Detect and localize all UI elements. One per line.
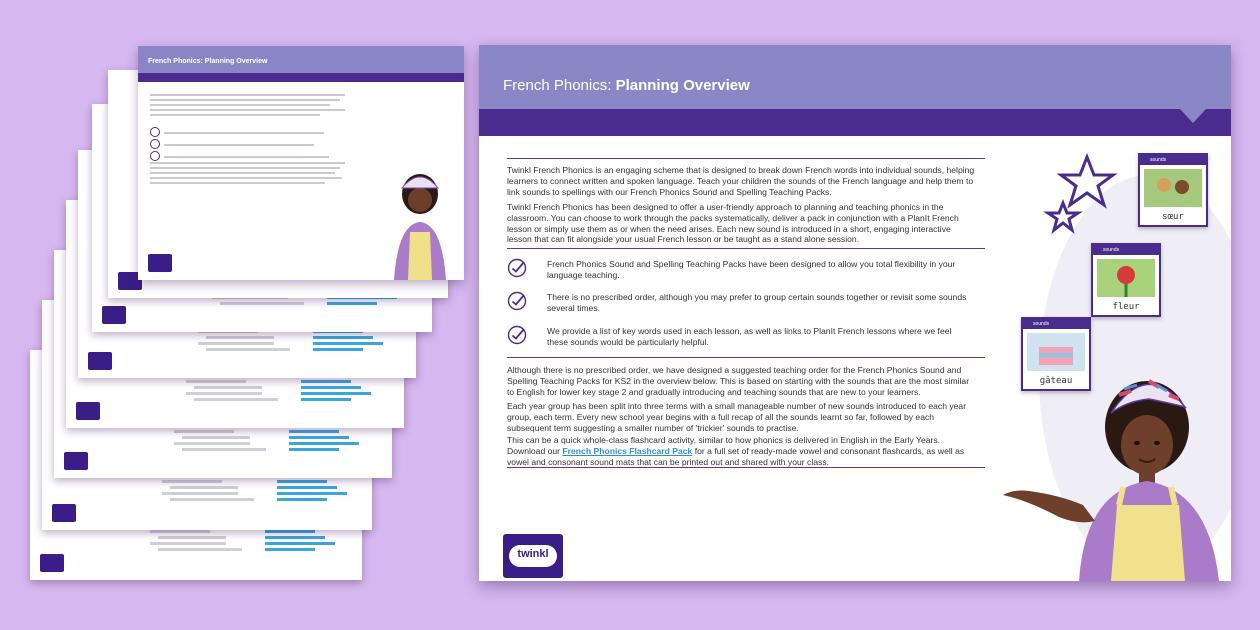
mini-twinkl-logo: [76, 402, 100, 420]
flashcard-word: fleur: [1112, 302, 1140, 312]
twinkl-logo: twinkl: [503, 534, 563, 578]
thumbnail-girl-illustration: [384, 160, 454, 280]
sisters-picture: [1144, 169, 1202, 207]
header-tab-notch: [1180, 109, 1206, 123]
page-title: French Phonics: Planning Overview: [503, 77, 750, 94]
flashcard: sounds gâteau: [1021, 317, 1091, 391]
planning-overview-page: [479, 45, 1231, 581]
intro-paragraph-1: Twinkl French Phonics is an engaging scheme that is designed to break down French words into individual sounds, helping learners to connect written and spoken language. Teach your children the sounds of the French language and help them to link sounds to spellings with our French Phonics Sound and Spelling Teaching Packs.: [507, 165, 975, 197]
body-paragraph-3: This can be a quick whole-class flashcard activity, similar to how phonics is delivered in English in the Early Years. Download our French Phonics Flashcard Pack for a full set of ready-made vowel and consonant flashcards, as well as vowel and consonant sound mats that can be printed out and shared with your class.: [507, 435, 965, 467]
flashcard-word: gâteau: [1039, 376, 1073, 386]
check-circle-icon: [507, 258, 527, 278]
check-circle-icon: [507, 325, 527, 345]
check-list-item: [507, 291, 977, 321]
flashcard-pack-link[interactable]: French Phonics Flashcard Pack: [562, 445, 693, 456]
mini-twinkl-logo: [102, 306, 126, 324]
flower-picture: [1097, 259, 1155, 297]
check-list-item: [507, 258, 977, 288]
check-circle-icon: [507, 291, 527, 311]
check-list-item: [507, 325, 977, 355]
divider: [507, 248, 985, 249]
thumbnail-text: [150, 94, 350, 187]
mini-twinkl-logo: [64, 452, 88, 470]
check-item-text: We provide a list of key words used in each lesson, as well as links to PlanIt French lessons where we feel these sounds would be particularly helpful.: [547, 326, 952, 347]
body-paragraph-2: Each year group has been split into three terms with a small manageable number of new sounds introduced to each year group, each term. Every new school year begins with a full recap of all the sounds learnt so far, followed by each subsequent term suggesting a smaller number of 'trickier' sounds to practise.: [507, 401, 967, 433]
cake-picture: [1027, 333, 1085, 371]
intro-paragraph-2: Twinkl French Phonics has been designed to offer a user-friendly approach to planning and teaching phonics in the classroom. You can choose to work through the packs systematically, deliver a pack in conjunction with a PlanIt French lesson or simply use them as or when the need arises. Each new sound is introduced in a short, engaging interactive lesson that can fit alongside your usual French lesson or be taught as a stand alone session.: [507, 202, 959, 245]
mini-twinkl-logo: [88, 352, 112, 370]
flashcard: sounds fleur: [1091, 243, 1161, 317]
thumbnail-banner: [138, 46, 464, 82]
check-item-text: French Phonics Sound and Spelling Teaching Packs have been designed to allow you total flexibility in your language teaching.: [547, 259, 956, 280]
check-item-text: There is no prescribed order, although you may prefer to group certain sounds together or revisit some sounds several times.: [547, 292, 967, 313]
divider: [507, 158, 985, 159]
flashcard-word: sœur: [1162, 212, 1184, 222]
header-strip: [479, 109, 1231, 136]
divider: [507, 467, 985, 468]
mini-twinkl-logo: [40, 554, 64, 572]
body-paragraph-1: Although there is no prescribed order, we have designed a suggested teaching order for the French Phonics Sound and Spelling Teaching Packs for KS2 in the overview below. This is based on starting with the sounds that are the most similar to English for lower key stage 2 and gradually introducing and teaching sounds that are new to your learners.: [507, 365, 970, 397]
thumbnail-page: [138, 46, 464, 280]
thumbnail-title: French Phonics: Planning Overview: [148, 58, 268, 65]
flashcard: sounds sœur: [1138, 153, 1208, 227]
thumbnail-twinkl-logo: [148, 254, 172, 272]
mini-twinkl-logo: [52, 504, 76, 522]
divider: [507, 357, 985, 358]
